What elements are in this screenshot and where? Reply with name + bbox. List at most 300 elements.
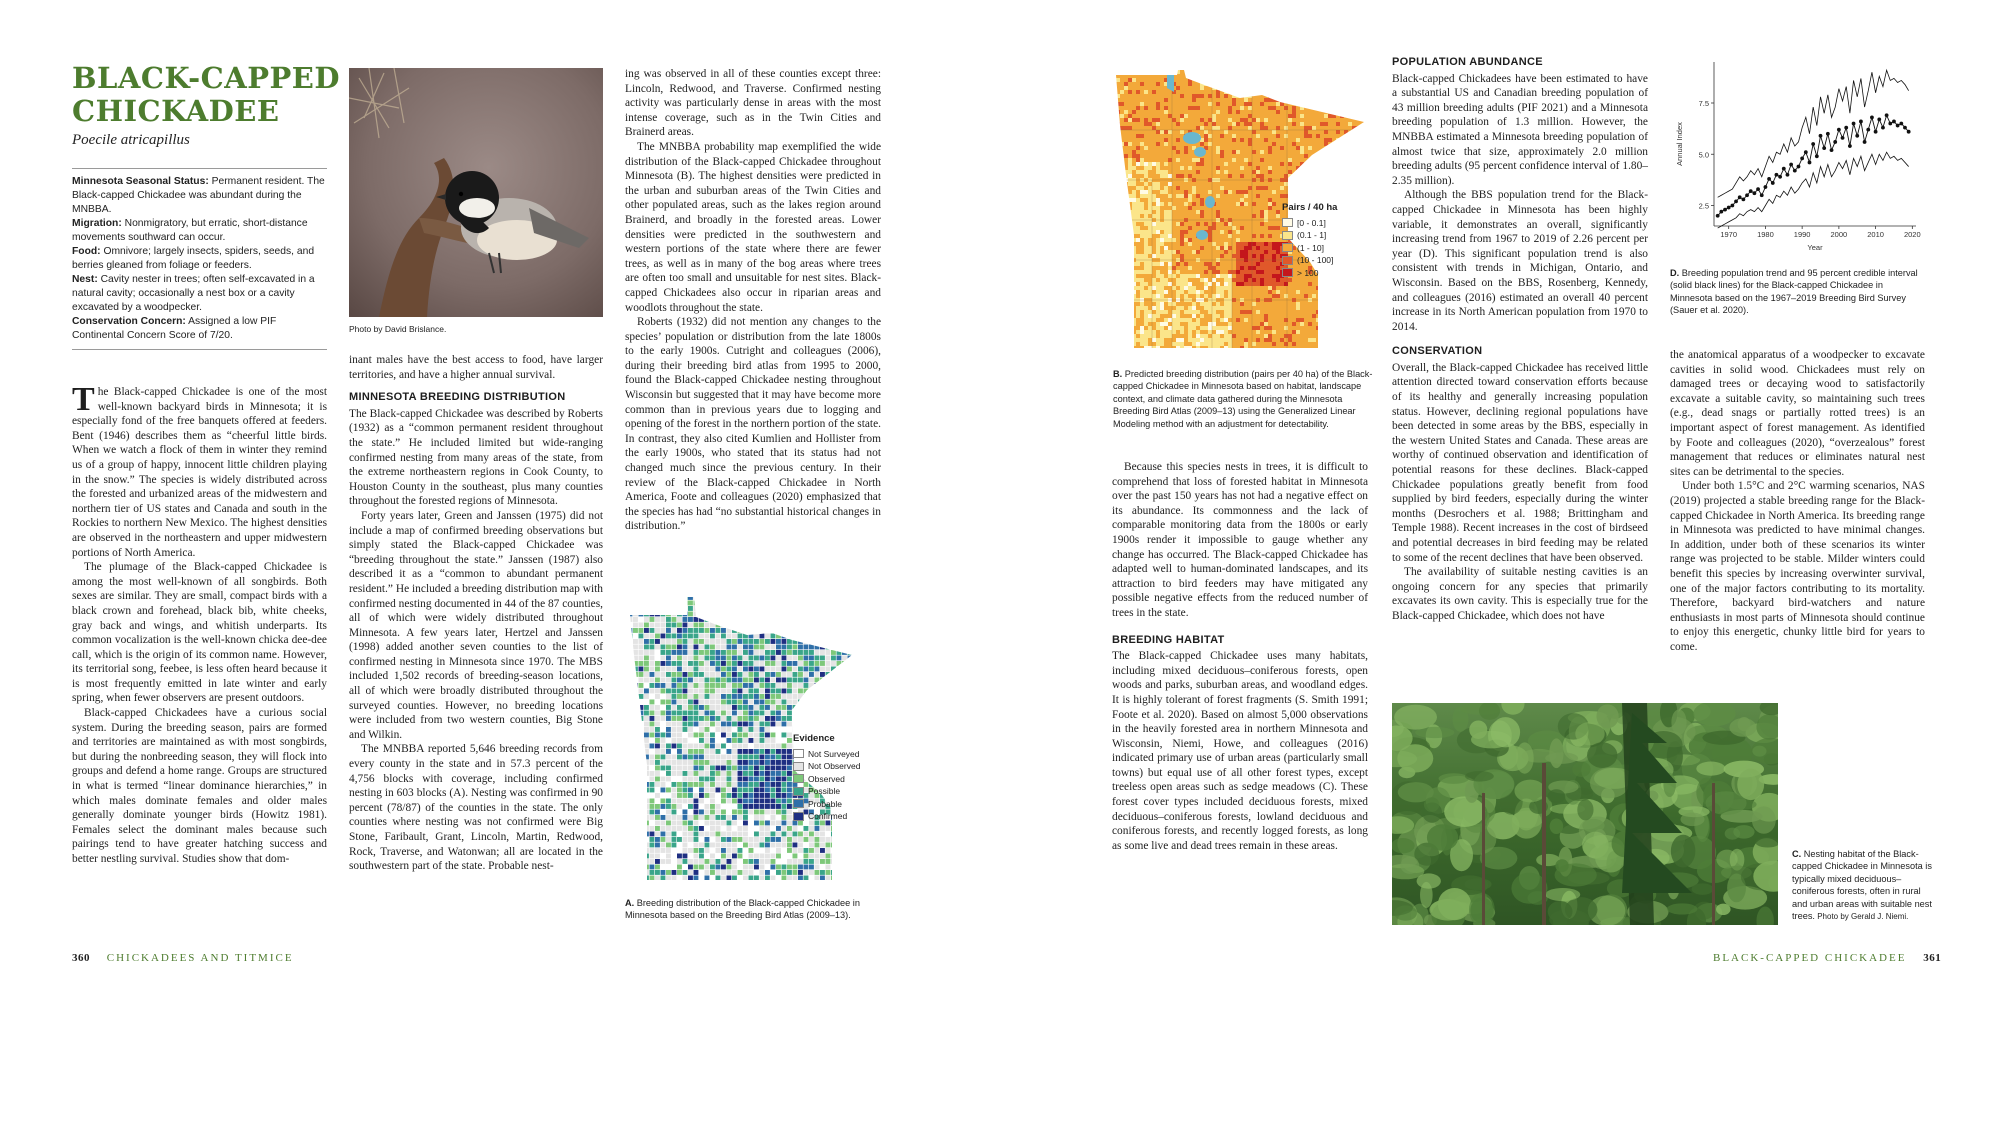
- density-cell: [1292, 190, 1296, 194]
- atlas-block: [848, 876, 853, 881]
- density-cell: [1344, 78, 1348, 82]
- atlas-block: [661, 810, 666, 815]
- density-cell: [1228, 78, 1232, 82]
- density-cell: [1256, 210, 1260, 214]
- atlas-block: [644, 661, 649, 666]
- density-cell: [1236, 198, 1240, 202]
- density-cell: [1224, 122, 1228, 126]
- atlas-block: [864, 876, 869, 881]
- atlas-block: [754, 760, 759, 765]
- density-cell: [1364, 210, 1367, 214]
- density-cell: [1132, 142, 1136, 146]
- atlas-block: [644, 656, 649, 661]
- density-cell: [1216, 186, 1220, 190]
- atlas-block: [776, 711, 781, 716]
- atlas-block: [650, 777, 655, 782]
- atlas-block: [694, 661, 699, 666]
- density-cell: [1168, 106, 1172, 110]
- atlas-block: [721, 645, 726, 650]
- density-cell: [1328, 138, 1332, 142]
- atlas-block: [727, 738, 732, 743]
- density-cell: [1352, 190, 1356, 194]
- density-cell: [1356, 158, 1360, 162]
- density-cell: [1204, 90, 1208, 94]
- atlas-block: [710, 689, 715, 694]
- atlas-block: [655, 639, 660, 644]
- atlas-block: [650, 744, 655, 749]
- atlas-block: [760, 623, 765, 628]
- density-cell: [1168, 70, 1172, 74]
- density-cell: [1352, 98, 1356, 102]
- atlas-block: [738, 689, 743, 694]
- density-cell: [1112, 202, 1116, 206]
- atlas-block: [710, 837, 715, 842]
- density-cell: [1112, 90, 1116, 94]
- atlas-block: [716, 617, 721, 622]
- density-cell: [1344, 158, 1348, 162]
- atlas-block: [765, 749, 770, 754]
- density-cell: [1176, 78, 1180, 82]
- density-cell: [1276, 174, 1280, 178]
- atlas-block: [710, 628, 715, 633]
- density-cell: [1124, 78, 1128, 82]
- atlas-block: [705, 634, 710, 639]
- atlas-block: [710, 595, 715, 600]
- density-cell: [1248, 170, 1252, 174]
- atlas-block: [743, 711, 748, 716]
- density-cell: [1240, 78, 1244, 82]
- atlas-block: [683, 738, 688, 743]
- density-cell: [1160, 182, 1164, 186]
- atlas-block: [782, 832, 787, 837]
- density-cell: [1164, 98, 1168, 102]
- density-cell: [1268, 82, 1272, 86]
- density-cell: [1136, 78, 1140, 82]
- density-cell: [1360, 174, 1364, 178]
- atlas-block: [754, 623, 759, 628]
- atlas-block: [760, 689, 765, 694]
- atlas-block: [666, 837, 671, 842]
- atlas-block: [842, 612, 847, 617]
- density-cell: [1212, 190, 1216, 194]
- density-cell: [1244, 78, 1248, 82]
- density-cell: [1156, 98, 1160, 102]
- density-cell: [1296, 78, 1300, 82]
- atlas-block: [639, 727, 644, 732]
- atlas-block: [820, 672, 825, 677]
- atlas-block: [875, 848, 880, 853]
- atlas-block: [820, 606, 825, 611]
- atlas-block: [815, 854, 820, 859]
- density-cell: [1136, 114, 1140, 118]
- atlas-block: [628, 760, 633, 765]
- atlas-block: [699, 848, 704, 853]
- atlas-block: [732, 661, 737, 666]
- density-cell: [1244, 150, 1248, 154]
- atlas-block: [798, 716, 803, 721]
- density-cell: [1356, 218, 1360, 222]
- atlas-block: [738, 755, 743, 760]
- density-cell: [1204, 158, 1208, 162]
- density-cell: [1208, 210, 1212, 214]
- atlas-block: [859, 826, 864, 831]
- density-cell: [1164, 222, 1168, 226]
- density-cell: [1212, 210, 1216, 214]
- density-cell: [1200, 142, 1204, 146]
- density-cell: [1216, 78, 1220, 82]
- density-cell: [1316, 118, 1320, 122]
- atlas-block: [716, 595, 721, 600]
- density-cell: [1300, 182, 1304, 186]
- atlas-block: [738, 793, 743, 798]
- atlas-block: [721, 760, 726, 765]
- density-cell: [1196, 174, 1200, 178]
- atlas-block: [870, 623, 875, 628]
- atlas-block: [793, 700, 798, 705]
- density-cell: [1124, 206, 1128, 210]
- atlas-block: [628, 782, 633, 787]
- atlas-block: [716, 810, 721, 815]
- atlas-block: [732, 826, 737, 831]
- density-cell: [1152, 122, 1156, 126]
- atlas-block: [622, 793, 627, 798]
- atlas-block: [650, 705, 655, 710]
- atlas-block: [677, 843, 682, 848]
- density-cell: [1316, 102, 1320, 106]
- atlas-block: [622, 716, 627, 721]
- atlas-block: [831, 700, 836, 705]
- density-cell: [1136, 194, 1140, 198]
- density-cell: [1196, 122, 1200, 126]
- density-cell: [1160, 70, 1164, 74]
- density-cell: [1224, 82, 1228, 86]
- atlas-block: [809, 639, 814, 644]
- density-cell: [1156, 166, 1160, 170]
- atlas-block: [688, 645, 693, 650]
- atlas-block: [826, 678, 831, 683]
- density-cell: [1224, 90, 1228, 94]
- density-cell: [1360, 86, 1364, 90]
- atlas-block: [749, 711, 754, 716]
- atlas-block: [782, 777, 787, 782]
- atlas-block: [639, 606, 644, 611]
- legend-swatch: [793, 799, 804, 808]
- atlas-block: [699, 612, 704, 617]
- atlas-block: [628, 738, 633, 743]
- atlas-block: [826, 705, 831, 710]
- atlas-block: [639, 799, 644, 804]
- atlas-block: [633, 865, 638, 870]
- atlas-block: [771, 634, 776, 639]
- density-cell: [1292, 82, 1296, 86]
- density-cell: [1264, 122, 1268, 126]
- atlas-block: [870, 865, 875, 870]
- atlas-block: [782, 848, 787, 853]
- density-cell: [1328, 134, 1332, 138]
- atlas-block: [831, 612, 836, 617]
- atlas-block: [804, 623, 809, 628]
- atlas-block: [677, 678, 682, 683]
- atlas-block: [661, 683, 666, 688]
- density-cell: [1292, 110, 1296, 114]
- atlas-block: [672, 755, 677, 760]
- atlas-block: [672, 634, 677, 639]
- density-cell: [1204, 102, 1208, 106]
- density-cell: [1192, 114, 1196, 118]
- atlas-block: [864, 661, 869, 666]
- atlas-block: [688, 777, 693, 782]
- density-cell: [1240, 202, 1244, 206]
- atlas-block: [688, 661, 693, 666]
- atlas-block: [765, 694, 770, 699]
- atlas-block: [650, 804, 655, 809]
- atlas-block: [815, 639, 820, 644]
- atlas-block: [760, 793, 765, 798]
- density-cell: [1240, 102, 1244, 106]
- atlas-block: [727, 727, 732, 732]
- density-cell: [1264, 86, 1268, 90]
- atlas-block: [782, 606, 787, 611]
- atlas-block: [661, 749, 666, 754]
- atlas-block: [848, 617, 853, 622]
- density-cell: [1216, 158, 1220, 162]
- density-cell: [1316, 178, 1320, 182]
- density-cell: [1224, 138, 1228, 142]
- density-cell: [1112, 158, 1116, 162]
- density-cell: [1296, 102, 1300, 106]
- atlas-block: [831, 661, 836, 666]
- atlas-block: [738, 672, 743, 677]
- density-cell: [1272, 194, 1276, 198]
- atlas-block: [864, 738, 869, 743]
- density-cell: [1136, 118, 1140, 122]
- density-cell: [1348, 198, 1352, 202]
- density-cell: [1268, 138, 1272, 142]
- atlas-block: [683, 854, 688, 859]
- density-cell: [1292, 90, 1296, 94]
- density-cell: [1296, 70, 1300, 74]
- atlas-block: [749, 832, 754, 837]
- atlas-block: [677, 727, 682, 732]
- density-cell: [1232, 154, 1236, 158]
- atlas-block: [787, 639, 792, 644]
- density-cell: [1244, 98, 1248, 102]
- atlas-block: [738, 865, 743, 870]
- density-cell: [1288, 102, 1292, 106]
- density-cell: [1356, 114, 1360, 118]
- atlas-block: [644, 612, 649, 617]
- density-cell: [1212, 162, 1216, 166]
- atlas-block: [853, 843, 858, 848]
- density-cell: [1272, 150, 1276, 154]
- density-cell: [1164, 174, 1168, 178]
- density-cell: [1288, 190, 1292, 194]
- atlas-block: [754, 656, 759, 661]
- density-cell: [1360, 82, 1364, 86]
- atlas-block: [622, 799, 627, 804]
- density-cell: [1244, 202, 1248, 206]
- density-cell: [1312, 190, 1316, 194]
- atlas-block: [837, 826, 842, 831]
- density-cell: [1288, 82, 1292, 86]
- atlas-block: [677, 694, 682, 699]
- atlas-block: [771, 826, 776, 831]
- atlas-block: [732, 733, 737, 738]
- density-cell: [1156, 94, 1160, 98]
- atlas-block: [842, 683, 847, 688]
- density-cell: [1236, 102, 1240, 106]
- atlas-block: [683, 843, 688, 848]
- density-cell: [1284, 138, 1288, 142]
- density-cell: [1200, 210, 1204, 214]
- density-cell: [1312, 134, 1316, 138]
- density-cell: [1112, 166, 1116, 170]
- density-cell: [1364, 122, 1367, 126]
- density-cell: [1148, 194, 1152, 198]
- density-cell: [1340, 74, 1344, 78]
- atlas-block: [628, 689, 633, 694]
- atlas-block: [666, 799, 671, 804]
- density-cell: [1152, 206, 1156, 210]
- density-cell: [1192, 82, 1196, 86]
- density-cell: [1336, 94, 1340, 98]
- density-cell: [1244, 170, 1248, 174]
- density-cell: [1288, 178, 1292, 182]
- density-cell: [1180, 98, 1184, 102]
- atlas-block: [798, 623, 803, 628]
- density-cell: [1112, 178, 1116, 182]
- atlas-block: [837, 639, 842, 644]
- atlas-block: [787, 716, 792, 721]
- atlas-block: [683, 821, 688, 826]
- density-cell: [1352, 178, 1356, 182]
- density-cell: [1364, 70, 1367, 74]
- atlas-block: [738, 661, 743, 666]
- density-cell: [1200, 202, 1204, 206]
- density-cell: [1300, 186, 1304, 190]
- atlas-block: [694, 667, 699, 672]
- density-cell: [1200, 98, 1204, 102]
- atlas-block: [754, 661, 759, 666]
- legend-item: Confirmed: [793, 810, 860, 823]
- atlas-block: [782, 694, 787, 699]
- atlas-block: [793, 628, 798, 633]
- density-cell: [1256, 126, 1260, 130]
- atlas-block: [771, 760, 776, 765]
- atlas-block: [666, 689, 671, 694]
- atlas-block: [804, 826, 809, 831]
- atlas-block: [727, 826, 732, 831]
- density-cell: [1284, 166, 1288, 170]
- atlas-block: [721, 700, 726, 705]
- atlas-block: [809, 595, 814, 600]
- density-cell: [1240, 158, 1244, 162]
- density-cell: [1312, 166, 1316, 170]
- density-cell: [1196, 166, 1200, 170]
- atlas-block: [655, 650, 660, 655]
- atlas-block: [831, 848, 836, 853]
- atlas-block: [864, 667, 869, 672]
- atlas-block: [716, 843, 721, 848]
- density-cell: [1156, 70, 1160, 74]
- atlas-block: [721, 782, 726, 787]
- density-cell: [1164, 70, 1168, 74]
- atlas-block: [738, 705, 743, 710]
- atlas-block: [672, 623, 677, 628]
- density-cell: [1128, 74, 1132, 78]
- density-cell: [1324, 122, 1328, 126]
- atlas-block: [710, 843, 715, 848]
- atlas-block: [650, 661, 655, 666]
- density-cell: [1240, 194, 1244, 198]
- atlas-block: [716, 634, 721, 639]
- density-cell: [1228, 222, 1232, 226]
- density-cell: [1356, 98, 1360, 102]
- atlas-block: [732, 788, 737, 793]
- legend-swatch: [793, 749, 804, 758]
- density-cell: [1168, 130, 1172, 134]
- atlas-block: [826, 832, 831, 837]
- density-cell: [1116, 214, 1120, 218]
- density-cell: [1172, 190, 1176, 194]
- density-cell: [1176, 146, 1180, 150]
- atlas-block: [727, 612, 732, 617]
- atlas-block: [677, 876, 682, 881]
- atlas-block: [749, 661, 754, 666]
- atlas-block: [875, 661, 880, 666]
- atlas-block: [727, 815, 732, 820]
- atlas-block: [837, 870, 842, 875]
- density-cell: [1148, 114, 1152, 118]
- density-cell: [1272, 186, 1276, 190]
- density-cell: [1296, 138, 1300, 142]
- atlas-block: [666, 865, 671, 870]
- atlas-block: [694, 744, 699, 749]
- density-cell: [1180, 70, 1184, 74]
- atlas-block: [628, 645, 633, 650]
- atlas-block: [622, 760, 627, 765]
- density-cell: [1232, 94, 1236, 98]
- atlas-block: [738, 826, 743, 831]
- atlas-block: [716, 601, 721, 606]
- atlas-block: [864, 881, 869, 885]
- atlas-block: [710, 799, 715, 804]
- density-cell: [1228, 198, 1232, 202]
- atlas-block: [760, 711, 765, 716]
- atlas-block: [655, 870, 660, 875]
- atlas-block: [683, 639, 688, 644]
- atlas-block: [771, 623, 776, 628]
- atlas-block: [677, 733, 682, 738]
- atlas-block: [661, 815, 666, 820]
- atlas-block: [628, 716, 633, 721]
- density-cell: [1220, 170, 1224, 174]
- density-cell: [1356, 150, 1360, 154]
- atlas-block: [875, 744, 880, 749]
- density-cell: [1220, 70, 1224, 74]
- atlas-block: [633, 843, 638, 848]
- atlas-block: [683, 865, 688, 870]
- atlas-block: [771, 661, 776, 666]
- atlas-block: [699, 793, 704, 798]
- atlas-block: [743, 661, 748, 666]
- density-cell: [1296, 134, 1300, 138]
- density-cell: [1192, 186, 1196, 190]
- atlas-block: [831, 623, 836, 628]
- atlas-block: [754, 634, 759, 639]
- density-cell: [1252, 94, 1256, 98]
- density-cell: [1312, 162, 1316, 166]
